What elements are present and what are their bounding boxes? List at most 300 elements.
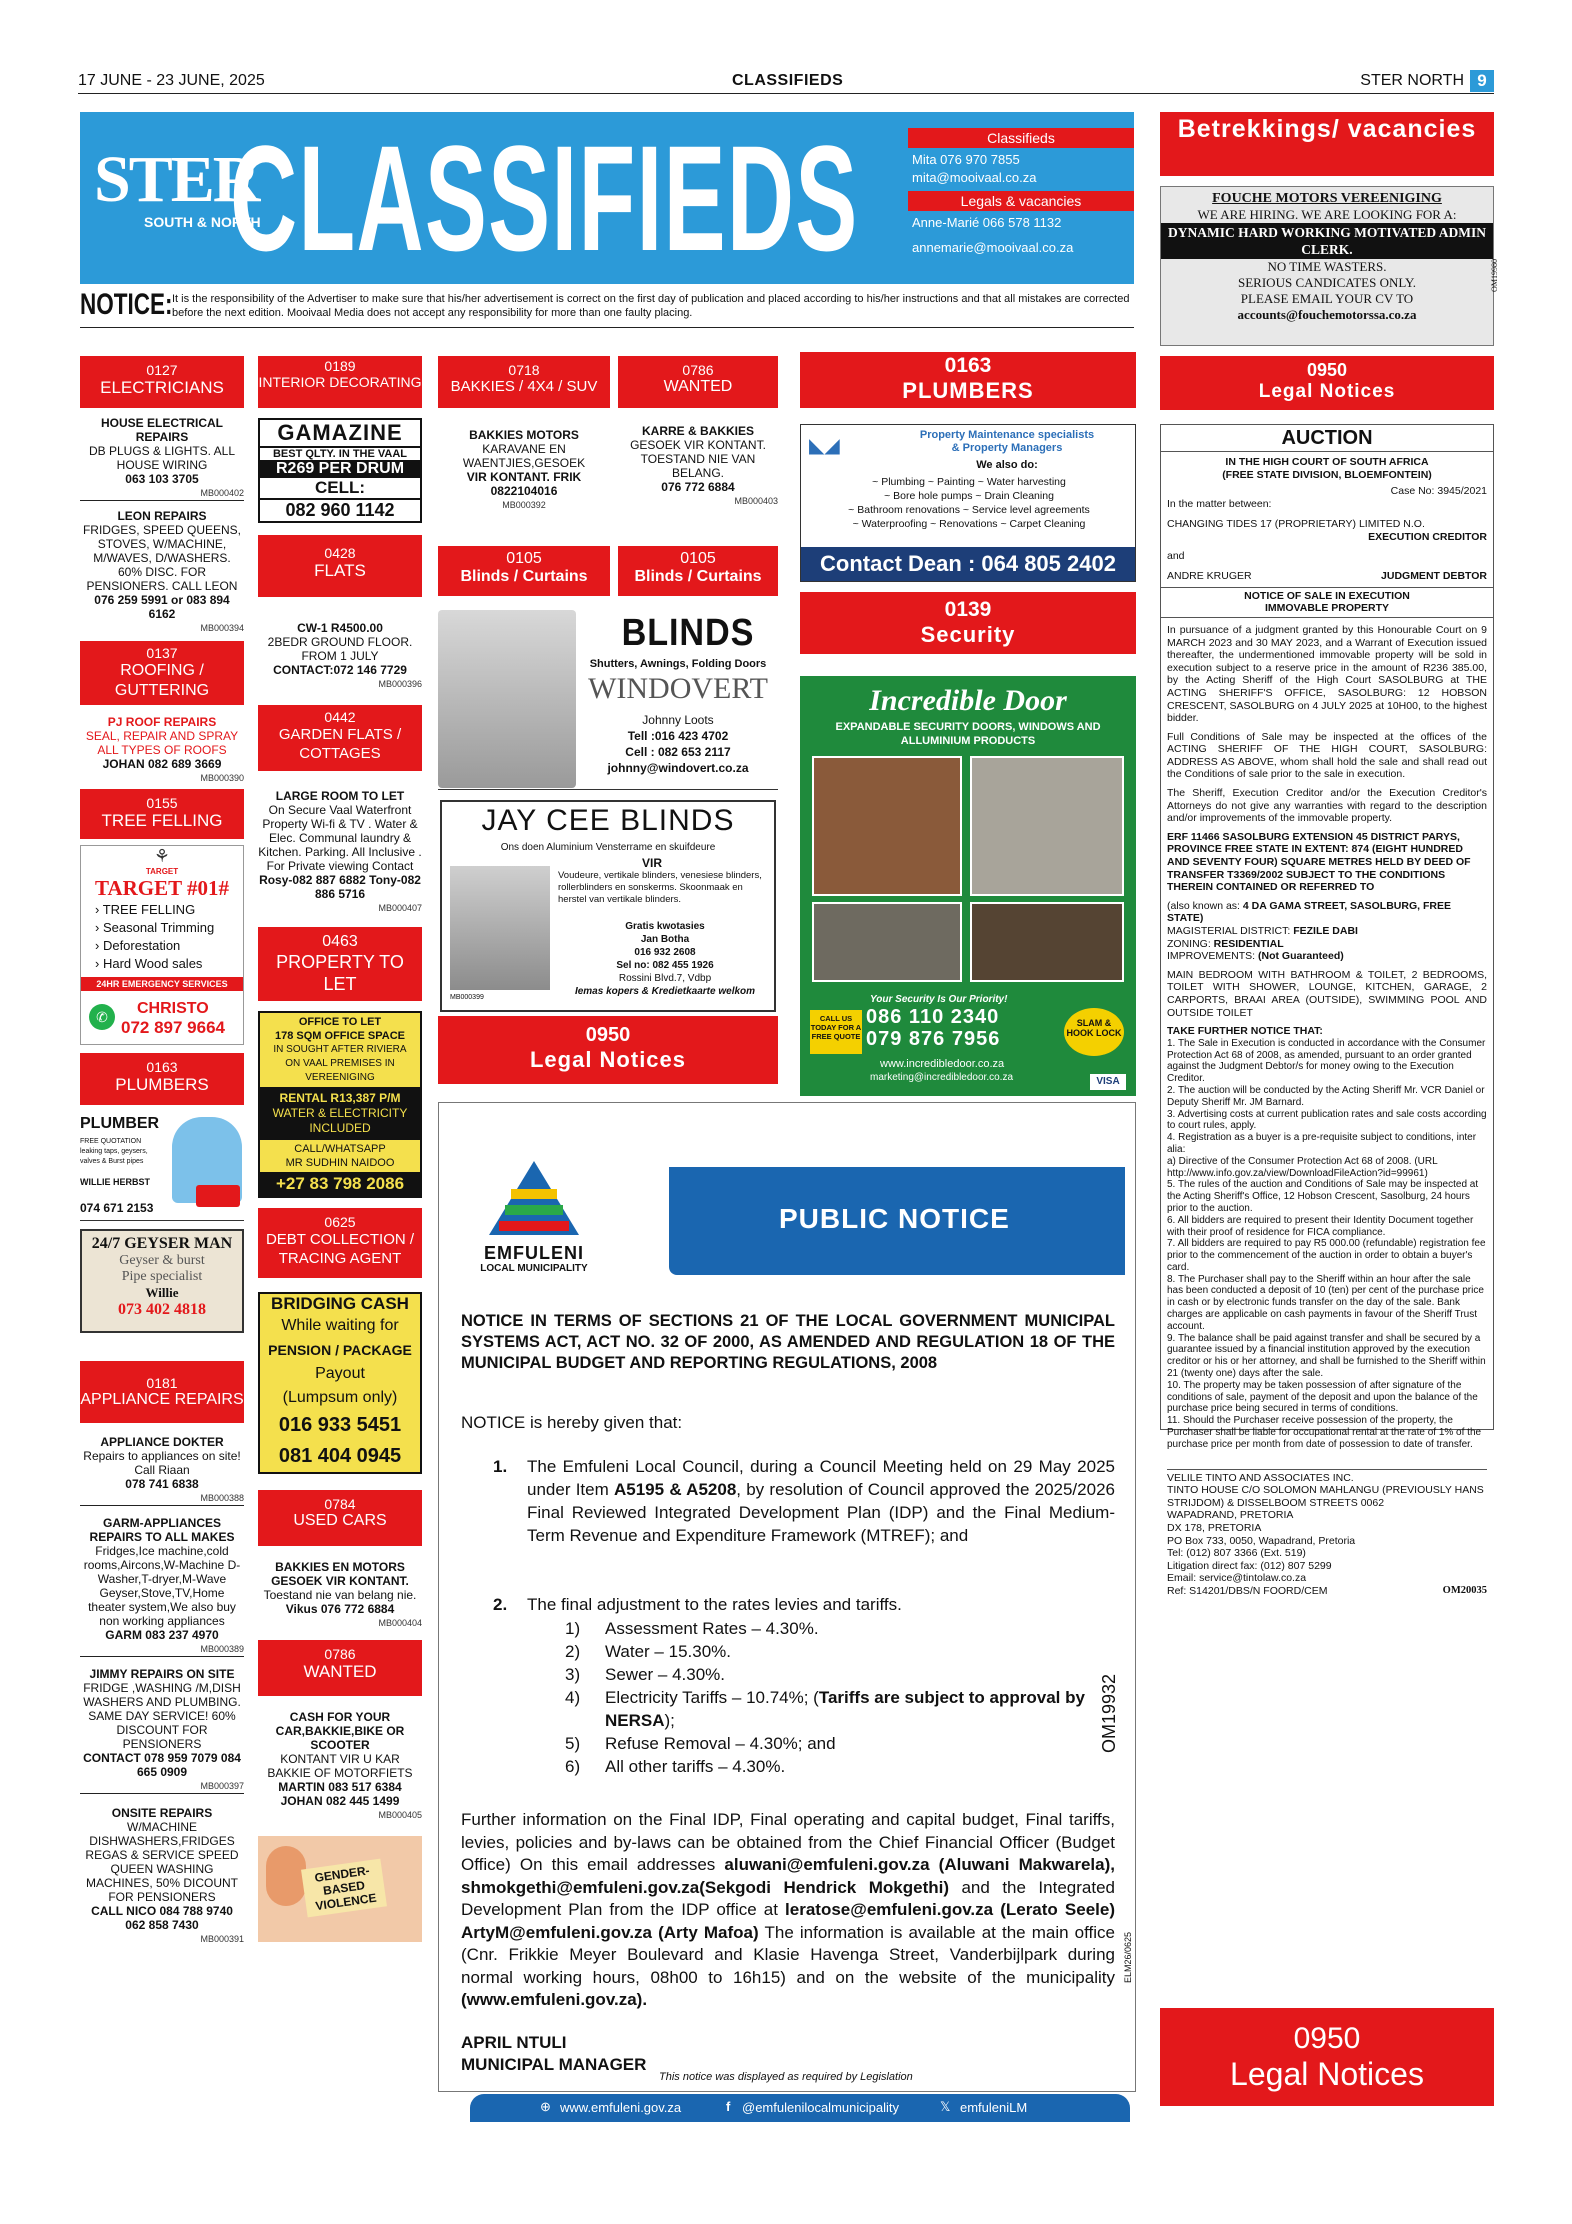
roofing-code: 0137 (146, 645, 178, 661)
office-call: CALL/WHATSAPP (294, 1143, 386, 1155)
further-title: TAKE FURTHER NOTICE THAT: (1167, 1025, 1323, 1038)
condition: 2. The auction will be conducted by the Acting Sheriff Mr. VCR Daniel or Deputy Sheriff Mr. JM Barnard. (1167, 1084, 1485, 1108)
fouche-email[interactable]: accounts@fouchemotorssa.co.za (1237, 307, 1417, 322)
advertiser-notice (80, 288, 1134, 328)
fouche-line: NO TIME WASTERS. (1267, 259, 1387, 274)
pn-signer-title: MUNICIPAL MANAGER (461, 2055, 647, 2074)
target-emergency: 24HR EMERGENCY SERVICES (81, 977, 243, 991)
pn-footer-fb[interactable]: @emfulenilocalmunicipality (742, 2100, 899, 2115)
door-call: CALL US TODAY FOR A FREE QUOTE (810, 1010, 862, 1054)
ad-body: W/MACHINE DISHWASHERS,FRIDGES REGAS & SERVICE SPEED QUEEN WASHING MACHINES, 50% DICOUNT FOR PENSIONERS (85, 1820, 239, 1904)
legal-code: 0950 (585, 1024, 631, 1046)
interior-label: INTERIOR DECORATING (258, 374, 422, 390)
column-1 (80, 356, 244, 2092)
heading-bakkies (438, 356, 610, 408)
ad-body: Toestand nie van belang nie. (263, 1588, 417, 1602)
blinds-sub: Shutters, Awnings, Folding Doors (589, 658, 767, 670)
page-number: 9 (1470, 70, 1494, 92)
office-included: WATER & ELECTRICITY INCLUDED (272, 1106, 408, 1135)
ad-phone: 076 772 6884 (661, 480, 735, 494)
ad-ref: MB000397 (200, 1781, 244, 1791)
ad-ref: MB000403 (734, 496, 778, 506)
heading-electricians (80, 356, 244, 408)
ad-phone: 076 259 5991 or 083 894 6162 (94, 593, 230, 621)
plumbers-label: PLUMBERS (115, 1075, 209, 1094)
pn-tariff-list (565, 1617, 1115, 1778)
attorney-ref: Ref: S14201/DBS/N FOORD/CEM (1167, 1584, 1328, 1597)
pn-footer-x[interactable]: emfuleniLM (960, 2100, 1028, 2115)
column-4 (618, 356, 778, 508)
door-web[interactable]: www.incredibledoor.co.za (880, 1058, 1005, 1070)
condition: 8. The Purchaser shall pay to the Sheriff within an hour after the sale has been conducted a deposit of 10 (ten) per cent of the purchase price in cash or by electronic funds transfer on the day of the sale. Bank charges are applicable on cash payments in favour of the Sheriff Trust account. (1167, 1273, 1484, 1332)
heading-blinds-2 (618, 546, 778, 596)
ad-garm (80, 1516, 244, 1656)
auction-paragraph: The Sheriff, Execution Creditor and/or the Execution Creditor's Attorneys do not give any warranties with regard to the description and/or improvements of the immovable property. (1167, 787, 1487, 825)
heading-legal-notices-3 (1160, 2008, 1494, 2106)
pn-org: EMFULENI (484, 1243, 584, 1263)
blinds-code: 0105 (680, 550, 716, 567)
office-line: OFFICE TO LET (298, 1016, 382, 1028)
auction-paragraph: In pursuance of a judgment granted by this Honourable Court on 9 MARCH 2023 and 30 MAY 2023, and a Warrant of Execution issued thereafter, the undermentioned immovable property will be sold in execution subject to a reserve price in the amount of R236 385.00, by the Acting Sheriff of the High Court SASOLBURG at THE ACTING SHERIFF'S OFFICE, SASOLBURG: 12 HOBSON CRESCENT, SASOLBURG on 4 JULY 2025 at 10H00, to the highest bidder. (1167, 623, 1487, 725)
pn-intro: NOTICE is hereby given that: (461, 1413, 683, 1432)
heading-legal-notices-2 (1160, 356, 1494, 410)
ad-target-tree (80, 845, 244, 1045)
ad-body: KONTANT VIR U KAR BAKKIE OF MOTORFIETS (267, 1752, 413, 1780)
windovert-cell: Cell : 082 653 2117 (625, 745, 731, 759)
pm-title: & Property Managers (951, 442, 1063, 454)
target-item: › TREE FELLING (95, 902, 196, 917)
column-3 (438, 356, 610, 512)
geyser-title: 24/7 GEYSER MAN (91, 1235, 233, 1252)
pn-item-number: 2. (493, 1595, 508, 1614)
geyser-phone: 073 402 4818 (118, 1301, 206, 1318)
blinds-label: Blinds / Curtains (634, 568, 762, 585)
target-title: TARGET #01# (95, 876, 229, 900)
bridging-phone: 081 404 0945 (278, 1445, 402, 1467)
auction-paragraph: Full Conditions of Sale may be inspected at the offices of the ACTING SHERIFF OF THE HIGH COURT, SASOLBURG: ADDRESS AS ABOVE, whom shall hold the sale and shall read out the Conditions of sale prior to the sale in execution. (1167, 730, 1487, 781)
court-name: IN THE HIGH COURT OF SOUTH AFRICA (1225, 456, 1429, 468)
ad-ref: MB000407 (378, 903, 422, 913)
ad-title: ONSITE REPAIRS (111, 1806, 213, 1820)
bridging-title: BRIDGING CASH (271, 1294, 409, 1313)
ad-body: FRIDGE ,WASHING /M,DISH WASHERS AND PLUMBING. SAME DAY SERVICE! 60% DISCOUNT FOR PENSIONERS (83, 1681, 241, 1751)
ad-body: SEAL, REPAIR AND SPRAY ALL TYPES OF ROOFS (85, 729, 239, 757)
auction-notice (1160, 424, 1494, 1597)
door-photo-2 (970, 756, 1124, 896)
ster-logo-text: STER (94, 143, 259, 216)
tree-label: TREE FELLING (101, 811, 223, 830)
office-line: 178 SQM OFFICE SPACE (275, 1030, 405, 1042)
pm-title: Property Maintenance specialists (919, 429, 1095, 441)
heading-blinds-1 (438, 546, 610, 596)
property-code: 0463 (322, 933, 358, 950)
jaycee-quote: Gratis kwotasies (625, 921, 705, 932)
tree-code: 0155 (146, 795, 178, 811)
ad-ref: MB000402 (200, 488, 244, 498)
door-sub: EXPANDABLE SECURITY DOORS, WINDOWS AND ALLUMINIUM PRODUCTS (835, 721, 1101, 747)
ad-jay-cee-blinds (440, 800, 776, 1012)
ad-body: 2BEDR GROUND FLOOR. FROM 1 JULY (267, 635, 413, 663)
visa-icon: VISA (1090, 1074, 1126, 1090)
plumber-line: valves & Burst pipes (80, 1158, 144, 1165)
zoning: ZONING: RESIDENTIAL (1167, 937, 1284, 950)
ad-karre-bakkies (618, 424, 778, 508)
banner-contacts (908, 128, 1134, 284)
notice-label: NOTICE: (80, 288, 173, 321)
office-phone: +27 83 798 2086 (260, 1172, 420, 1196)
garden-code: 0442 (324, 709, 356, 725)
office-rental: RENTAL R13,387 P/M (279, 1091, 401, 1105)
door-priority: Your Security Is Our Priority! (870, 994, 1008, 1005)
known-as: (also known as: 4 DA GAMA STREET, SASOLBURG, FREE STATE) (1167, 899, 1451, 925)
bridging-line: While waiting for (281, 1317, 399, 1334)
jaycee-photo (450, 866, 550, 990)
heading-wanted (618, 356, 778, 408)
office-line: IN SOUGHT AFTER RIVIERA (273, 1044, 407, 1055)
ad-onsite (80, 1806, 244, 1946)
globe-icon: ⊕ (540, 2099, 551, 2114)
attorney-line: Litigation direct fax: (012) 807 5299 (1167, 1559, 1332, 1572)
legal-label: Legal Notices (529, 1047, 687, 1072)
attorney-line: Tel: (012) 807 3366 (Ext. 519) (1167, 1547, 1306, 1560)
jaycee-sub: Ons doen Aluminium Vensterrame en skuifdeure (500, 842, 716, 853)
debt-label: DEBT COLLECTION / TRACING AGENT (265, 1231, 415, 1267)
blinds-label: Blinds / Curtains (460, 568, 588, 585)
target-item: › Deforestation (95, 938, 181, 953)
heading-flats (258, 535, 422, 597)
door-photo-1 (812, 756, 962, 896)
appliance-label: APPLIANCE REPAIRS (80, 1391, 244, 1408)
pn-side-ref-2: ELM26/0625 (1123, 1931, 1133, 1983)
windovert-tel: Tell :016 423 4702 (627, 729, 729, 743)
contact-legals-name: Anne-Marié 066 578 1132 (912, 215, 1062, 230)
pn-item-number: 1. (493, 1457, 508, 1476)
ad-body: Repairs to appliances on site! Call Riaan (83, 1449, 241, 1477)
debt-code: 0625 (324, 1214, 356, 1230)
x-icon: 𝕏 (940, 2099, 951, 2114)
heading-security (800, 592, 1136, 654)
pn-tariff: 2) Water – 15.30%. (565, 1642, 731, 1661)
blinds-title: BLINDS (621, 612, 755, 654)
condition: 5. The rules of the auction and Conditions of Sale may be inspected at the Acting Sheriff's Office, 12 Hobson Crescent, Sasolburg, 24 hours prior to the auction. (1167, 1179, 1479, 1214)
contact-legals-email[interactable]: annemarie@mooivaal.co.za (912, 240, 1074, 255)
pn-tariff: 6) All other tariffs – 4.30%. (565, 1757, 786, 1776)
target-small: TARGET (145, 867, 179, 876)
jaycee-ref: MB000399 (450, 994, 484, 1001)
wanted-label: WANTED (663, 378, 733, 395)
jaycee-vir: VIR (642, 856, 663, 870)
fouche-title: FOUCHE MOTORS VEREENIGING (1212, 191, 1442, 206)
ad-geyser-man (80, 1229, 244, 1333)
ad-house-electrical (80, 416, 244, 500)
ad-body: KARAVANE EN WAENTJIES,GESOEK (462, 442, 586, 470)
ad-title: CASH FOR YOUR CAR,BAKKIE,BIKE OR SCOOTER (275, 1710, 405, 1752)
plumber-name: WILLIE HERBST (80, 1177, 150, 1187)
garden-label: GARDEN FLATS / COTTAGES (278, 726, 402, 762)
paper-name: STER NORTH (1360, 72, 1464, 89)
bakkies-label: BAKKIES / 4X4 / SUV (450, 378, 598, 395)
plumbers-code: 0163 (944, 354, 992, 377)
plumber-phone: 074 671 2153 (80, 1201, 154, 1215)
pm-service-line: ~ Bore hole pumps ~ Drain Cleaning (884, 490, 1054, 502)
erf-details: ERF 11466 SASOLBURG EXTENSION 45 DISTRICT PARYS, PROVINCE FREE STATE IN EXTENT: 874 (EIGHT HUNDRED AND SEVENTY FOUR) SQUARE METRES HELD BY DEED OF TRANSFER T3369/2002 SUBJECT TO THE CONDITIONS THEREIN CONTAINED OR REFERRED TO (1167, 830, 1471, 894)
pn-title: PUBLIC NOTICE (779, 1203, 1010, 1234)
ad-title: KARRE & BAKKIES (641, 424, 754, 438)
fouche-line: PLEASE EMAIL YOUR CV TO (1240, 291, 1414, 306)
jaycee-title: JAY CEE BLINDS (481, 804, 735, 837)
condition: 10. The property may be taken possession of after signature of the conditions of sale, payment of the deposit and upon the balance of the purchase price being secured in terms of conditions. (1167, 1379, 1478, 1415)
pn-item-2: The final adjustment to the rates levies and tariffs. (527, 1595, 902, 1614)
legal-label: Legal Notices (1230, 2056, 1424, 2092)
ad-title: BAKKIES EN MOTORS GESOEK VIR KONTANT. (271, 1560, 409, 1588)
heading-interior (258, 356, 422, 408)
auction-ref: OM20035 (1442, 1584, 1487, 1596)
heading-roofing (80, 641, 244, 705)
condition: 3. Advertising costs at current publication rates and sale costs according to court rules, apply. (1167, 1108, 1487, 1132)
contact-legals-label: Legals & vacancies (908, 191, 1134, 211)
attorney-line: PO Box 733, 0050, Wapadrand, Pretoria (1167, 1534, 1356, 1547)
ad-plumber-willie (80, 1115, 244, 1221)
heading-tree-felling (80, 789, 244, 839)
ad-ref: MB000396 (378, 679, 422, 689)
legal-code: 0950 (1293, 2022, 1361, 2055)
door-phone: 086 110 2340 (866, 1006, 1000, 1028)
attorney: VELILE TINTO AND ASSOCIATES INC. (1167, 1469, 1487, 1485)
fouche-ref: OM19980 (1490, 259, 1500, 292)
property-description: MAIN BEDROOM WITH BATHROOM & TOILET, 2 BEDROOMS, TOILET WITH SHOWER, LOUNGE, KITCHEN, GARAGE, 2 CARPORTS, BRAAI AREA (OUTSIDE), SWIMMING POOL AND OUTSIDE TOILET (1167, 968, 1487, 1019)
plumber-line: FREE QUOTATION (80, 1138, 142, 1145)
ad-title: GARM-APPLIANCES REPAIRS TO ALL MAKES (89, 1516, 235, 1544)
heading-wanted-2 (258, 1640, 422, 1696)
jaycee-footer: Iemas kopers & Kredietkaarte welkom (574, 986, 756, 997)
bridging-line: PENSION / PACKAGE (268, 1342, 412, 1358)
pm-service-line: ~ Plumbing ~ Painting ~ Water harvesting (872, 476, 1066, 488)
office-name: MR SUDHIN NAIDOO (285, 1157, 395, 1169)
gbv-text: GENDER-BASED VIOLENCE (301, 1859, 387, 1918)
geyser-line: Geyser & burst (119, 1253, 205, 1268)
gamazine-phone: 082 960 1142 (260, 498, 420, 521)
fouche-line: WE ARE HIRING. WE ARE LOOKING FOR A: (1197, 207, 1457, 222)
wanted-label: WANTED (303, 1662, 377, 1681)
conditions-list (1167, 1038, 1487, 1451)
fouche-highlight: DYNAMIC HARD WORKING MOTIVATED ADMIN CLERK. (1161, 223, 1493, 259)
attorney-line[interactable]: Email: service@tintolaw.co.za (1167, 1572, 1307, 1585)
attorney-line: DX 178, PRETORIA (1167, 1522, 1262, 1535)
condition: 4. Registration as a buyer is a pre-requisite subject to conditions, inter alia: (1167, 1132, 1477, 1155)
ad-phone: 078 741 6838 (125, 1477, 199, 1491)
page-header (78, 70, 1494, 94)
heading-plumbers-2 (800, 352, 1136, 408)
pn-tariff: 4) Electricity Tariffs – 10.74%; (Tariffs are subject to approval by NERSA); (565, 1688, 1085, 1730)
pm-service-line: ~ Bathroom renovations ~ Service level agreements (848, 504, 1090, 516)
pn-tariff: 3) Sewer – 4.30%. (565, 1665, 726, 1684)
district: MAGISTERIAL DISTRICT: FEZILE DABI (1167, 925, 1358, 937)
flats-code: 0428 (324, 545, 356, 561)
ad-body: FRIDGES, SPEED QUEENS, STOVES, W/MACHINE, M/WAVES, D/WASHERS. 60% DISC. FOR PENSIONERS. CALL LEON (82, 523, 242, 593)
gamazine-cell: CELL: (314, 478, 366, 497)
classifieds-banner (80, 112, 1134, 284)
ad-title: CW-1 R4500.00 (297, 621, 383, 635)
ad-jimmy (80, 1667, 244, 1793)
electricians-label: ELECTRICIANS (100, 378, 224, 397)
heading-appliance (80, 1361, 244, 1423)
target-item: › Seasonal Trimming (95, 920, 215, 935)
ad-bakkies-motors (438, 428, 610, 512)
court-division: (FREE STATE DIVISION, BLOEMFONTEIN) (1222, 468, 1432, 481)
ad-phone: JOHAN 082 689 3669 (102, 757, 222, 771)
attorney-line: WAPADRAND, PRETORIA (1167, 1509, 1294, 1522)
geyser-line: Pipe specialist (121, 1269, 203, 1284)
legal-code: 0950 (1306, 360, 1348, 380)
office-line: VEREENIGING (305, 1072, 375, 1083)
pm-logo-icon: ◣◢ (809, 435, 840, 457)
gamazine-price: R269 PER DRUM (260, 460, 420, 478)
plumber-line: leaking taps, geysers, (80, 1148, 148, 1155)
ad-property-maintenance (800, 424, 1136, 582)
pn-org-sub: LOCAL MUNICIPALITY (480, 1263, 588, 1274)
target-phone: 072 897 9664 (121, 1018, 225, 1037)
jaycee-contacts (558, 920, 772, 998)
ad-windovert (438, 610, 778, 790)
ad-phone: GARM 083 237 4970 (105, 1628, 219, 1642)
windovert-contacts (578, 712, 778, 776)
heading-vacancies (1160, 112, 1494, 176)
plumbers-code: 0163 (146, 1059, 178, 1075)
ad-appliance-dokter (80, 1435, 244, 1505)
matter: In the matter between: (1167, 497, 1272, 510)
pn-tariff: 1) Assessment Rates – 4.30%. (565, 1619, 819, 1638)
gamazine-sub: BEST QLTY. IN THE VAAL (272, 448, 408, 460)
roofing-label: ROOFING / GUTTERING (114, 662, 210, 699)
bridging-phone: 016 933 5451 (278, 1414, 402, 1436)
heading-garden-flats (258, 705, 422, 771)
date-range: 17 JUNE - 23 JUNE, 2025 (78, 72, 265, 89)
windovert-brand: WINDOVERT (588, 672, 768, 705)
security-code: 0139 (944, 598, 992, 621)
ad-title: PJ ROOF REPAIRS (107, 715, 217, 729)
ad-title: APPLIANCE DOKTER (100, 1435, 224, 1449)
condition: 6. All bidders are required to present their Identity Document together with their proof of residence for FICA compliance. (1167, 1214, 1474, 1238)
ad-body: GESOEK VIR KONTANT. TOESTAND NIE VAN BELANG. (630, 438, 766, 480)
condition: 1. The Sale in Execution is conducted in accordance with the Consumer Protection Act 68 of 2008, as amended, pursuant to an order granted against the Judgment Debtor/s for money owing to the Execution Creditor. (1167, 1037, 1486, 1085)
ad-bridging-cash (258, 1292, 422, 1474)
interior-code: 0189 (324, 358, 356, 374)
hand-icon (266, 1846, 306, 1906)
ad-large-room (258, 789, 422, 915)
improvements: IMPROVEMENTS: (Not Guaranteed) (1167, 950, 1344, 963)
ad-incredible-door (800, 676, 1136, 1096)
notice-text: It is the responsibility of the Advertiser to make sure that his/her advertisement is correct on the first day of publication and placed according to his/her instructions and that all mistakes are corrected before the next edition. Mooivaal Media does not accept any responsibility for more than one faulty placing. (172, 293, 1130, 319)
ad-phone: Vikus 076 772 6884 (285, 1602, 395, 1616)
wanted-code: 0786 (682, 362, 714, 378)
pn-footer-web[interactable]: www.emfuleni.gov.za (560, 2100, 682, 2115)
target-item: › Hard Wood sales (95, 956, 203, 971)
bridging-line: (Lumpsum only) (282, 1389, 398, 1406)
jaycee-addr: Rossini Blvd.7, Vdbp (618, 973, 712, 984)
pn-tariff: 5) Refuse Removal – 4.30%; and (565, 1734, 836, 1753)
ad-leon-repairs (80, 509, 244, 635)
appliance-code: 0181 (146, 1375, 178, 1391)
ad-fouche-motors (1160, 186, 1500, 346)
windovert-name: Johnny Loots (642, 713, 714, 727)
ad-phone: 063 103 3705 (125, 472, 199, 486)
ad-phone: VIR KONTANT. FRIK 0822104016 (466, 470, 582, 498)
door-email[interactable]: marketing@incredibledoor.co.za (870, 1072, 1014, 1083)
ad-office-to-let (258, 1011, 422, 1198)
ad-ref: MB000390 (200, 773, 244, 783)
pn-legislation: This notice was displayed as required by Legislation (659, 2071, 913, 2083)
door-phone: 079 876 7956 (866, 1028, 1001, 1050)
heading-property-to-let (258, 927, 422, 1001)
column-2 (258, 356, 422, 2092)
ad-cash-for-car (258, 1710, 422, 1822)
ad-phone: Rosy-082 887 6882 Tony-082 886 5716 (259, 873, 421, 901)
vacancies-title: Betrekkings/ vacancies (1177, 115, 1477, 143)
heading-used-cars (258, 1490, 422, 1546)
pn-signer: APRIL NTULI (461, 2033, 567, 2052)
ad-body: On Secure Vaal Waterfront Property Wi-fi & TV . Water & Elec. Communal laundry & Kitchen. Parking. All Inclusive . For Private viewing Contact (258, 803, 422, 873)
pm-service-line: ~ Waterproofing ~ Renovations ~ Carpet Cleaning (852, 518, 1086, 530)
jaycee-cell: Sel no: 082 455 1926 (616, 960, 714, 971)
ster-logo-sub: SOUTH & NORTH (144, 214, 261, 230)
heading-debt-collection (258, 1208, 422, 1278)
wanted-code: 0786 (324, 1646, 356, 1662)
condition: 7. All bidders are required to pay R5 000.00 (refundable) registration fee prior to the commencement of the auction in order to obtain a buyer's card. (1167, 1238, 1486, 1273)
contact-classifieds-email[interactable]: mita@mooivaal.co.za (912, 170, 1037, 185)
windovert-email[interactable]: johnny@windovert.co.za (607, 761, 749, 775)
ad-ref: MB000394 (200, 623, 244, 633)
contact-classifieds-name: Mita 076 970 7855 (912, 152, 1020, 167)
ad-ref: MB000388 (200, 1493, 244, 1503)
tree-icon: ⚘ (153, 846, 171, 866)
pn-footer (470, 2094, 1130, 2122)
ad-title: LEON REPAIRS (117, 509, 207, 523)
pn-side-ref: OM19932 (1099, 1673, 1119, 1753)
used-label: USED CARS (293, 1512, 387, 1529)
pm-also: We also do: (976, 459, 1038, 471)
ad-phone: CONTACT 078 959 7079 084 665 0909 (83, 1751, 241, 1779)
toolbox-icon (196, 1185, 240, 1207)
pn-header-bar (439, 1103, 1135, 1293)
fouche-line: SERIOUS CANDICATES ONLY. (1238, 275, 1416, 290)
electricians-code: 0127 (146, 362, 178, 378)
ad-phone: MARTIN 083 517 6384 JOHAN 082 445 1499 (278, 1780, 402, 1808)
pn-heading: NOTICE IN TERMS OF SECTIONS 21 OF THE LOCAL GOVERNMENT MUNICIPAL SYSTEMS ACT, ACT NO. 32 OF 2000, AS AMENDED AND REGULATION 18 OF THE MUNICIPAL BUDGET AND REPORTING REGULATIONS, 2008 (461, 1312, 1115, 1372)
bakkies-code: 0718 (508, 362, 540, 378)
ad-flat-cw1 (258, 621, 422, 691)
legal-label: Legal Notices (1258, 381, 1396, 402)
gamazine-title: GAMAZINE (260, 420, 420, 448)
ad-gamazine (258, 418, 422, 523)
case-number: Case No: 3945/2021 (1390, 485, 1487, 498)
emfuleni-logo-icon (489, 1161, 579, 1241)
ad-title: BAKKIES MOTORS (469, 428, 579, 442)
pn-further-info: Further information on the Final IDP, Final operating and capital budget, Final tariffs, levies, policies and by-laws can be obtained from the Chief Financial Officer (Budget Office) On this email addresses aluwani@emfuleni.gov.za (Aluwani Makwarela), shmokgethi@emfuleni.gov.za(Sekgodi Hendrick Mokgethi) and the Integrated Development Plan from the IDP office at leratose@emfuleni.gov.za (Lerato Seele) ArtyM@emfuleni.gov.za (Arty Mafoa) The information is available at the main office (Cnr. Frikkie Meyer Boulevard and Klasie Havenga Street, Vanderbijlpark during normal working hours, 08h00 to 16h15) and on the website of the municipality (www.emfuleni.gov.za). (461, 1810, 1116, 2009)
ad-ref: MB000392 (502, 500, 546, 510)
ad-title: JIMMY REPAIRS ON SITE (89, 1667, 235, 1681)
public-notice (438, 1102, 1136, 2092)
condition: a) Directive of the Consumer Protection Act 68 of 2008. (URL http://www.info.gov.za/view/DownloadFileAction?id=99961) (1167, 1155, 1438, 1179)
whatsapp-icon: ✆ (89, 1004, 115, 1030)
ad-phone: CONTACT:072 146 7729 (273, 663, 407, 677)
pm-contact: Contact Dean : 064 805 2402 (801, 547, 1135, 581)
door-photo-3 (812, 902, 962, 982)
contact-classifieds-label: Classifieds (908, 128, 1134, 148)
used-code: 0784 (324, 1496, 356, 1512)
gbv-graphic (258, 1836, 422, 1942)
target-name: CHRISTO (137, 1000, 209, 1017)
ad-ref: MB000405 (378, 1810, 422, 1820)
